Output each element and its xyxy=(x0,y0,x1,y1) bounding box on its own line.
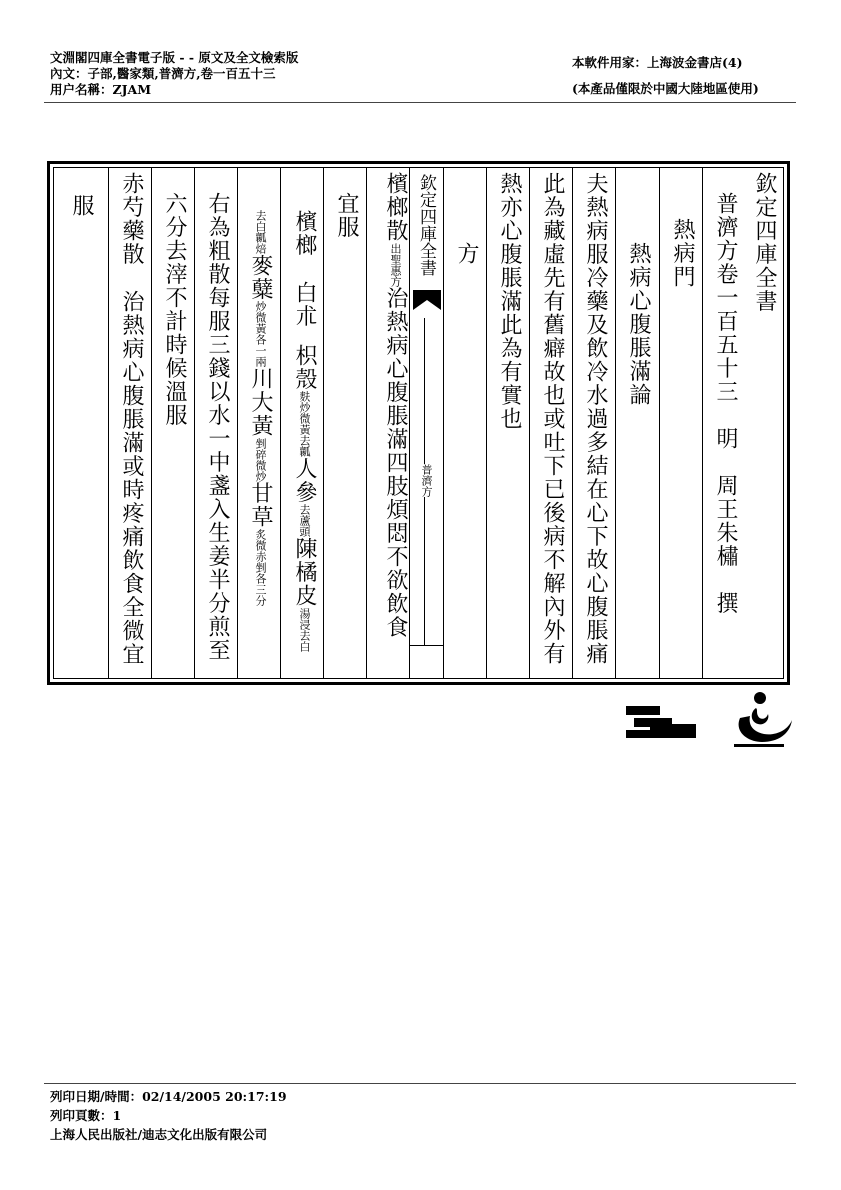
margin-book-title: 普濟方 xyxy=(420,464,433,497)
fishtail-mark xyxy=(412,288,442,316)
column xyxy=(702,168,745,678)
note-line: 炒微黃 xyxy=(254,301,267,334)
ingredient: 人參 xyxy=(292,457,317,504)
note-line: 惠方 xyxy=(389,264,402,287)
column xyxy=(151,168,195,678)
column xyxy=(443,168,487,678)
interlinear-note xyxy=(286,391,310,457)
note-line: 剉碎 xyxy=(254,437,267,460)
column-text xyxy=(119,172,143,666)
column xyxy=(744,168,783,678)
note-line: 各一兩 xyxy=(254,334,267,367)
interlinear-note xyxy=(242,210,266,254)
ingredient: 川大黃 xyxy=(248,367,273,438)
header-title: 文淵閣四庫全書電子版 - - 原文及全文檢索版 xyxy=(50,50,299,65)
footer-rule xyxy=(44,1083,796,1084)
fold-margin xyxy=(409,168,444,678)
column xyxy=(486,168,530,678)
header-rule xyxy=(44,102,796,103)
note-line: 炙微赤剉 xyxy=(254,528,267,573)
column xyxy=(572,168,616,678)
column xyxy=(194,168,238,678)
note-line: 去白 xyxy=(298,629,311,652)
column-text: 普濟方卷一百五十三 明 周王朱橚 撰 xyxy=(713,192,738,615)
column xyxy=(108,168,152,678)
interlinear-note xyxy=(242,438,266,482)
header-left xyxy=(50,50,298,98)
ingredient: 陳橘皮 xyxy=(292,537,317,608)
publisher-logo xyxy=(622,690,797,750)
column xyxy=(659,168,703,678)
note-line: 微炒 xyxy=(254,459,267,482)
header-username: 用户名稱：ZJAM xyxy=(50,82,152,97)
column-text xyxy=(242,210,272,606)
column-text: 六分去滓不計時候溫服 xyxy=(162,192,187,427)
ingredient: 檳榔 xyxy=(292,210,317,257)
column xyxy=(529,168,573,678)
column-text: 熱亦心腹脹滿此為有實也 xyxy=(497,172,522,431)
margin-title: 欽定四庫全書 xyxy=(416,174,436,276)
column-text: 宜服 xyxy=(334,192,359,239)
ingredient: 麥糵 xyxy=(248,254,273,301)
print-page-count: 列印頁數：1 xyxy=(50,1108,122,1123)
column-text xyxy=(286,210,316,652)
column xyxy=(615,168,660,678)
header-content-path: 內文：子部,醫家類,普濟方,卷一百五十三 xyxy=(50,66,276,81)
interlinear-note xyxy=(242,301,266,367)
note-line: 麩炒微 xyxy=(298,391,311,424)
header-licensee: 本軟件用家：上海波金書店(4) xyxy=(572,55,743,70)
ingredient: 甘草 xyxy=(248,481,273,529)
column xyxy=(280,168,324,678)
note-line: 去白 xyxy=(254,210,267,232)
text-frame-inner xyxy=(53,167,784,679)
margin-rule xyxy=(410,645,444,646)
column-text: 服 xyxy=(69,194,94,218)
print-datetime: 列印日期/時間：02/14/2005 20:17:19 xyxy=(50,1089,287,1104)
note-line: 出聖 xyxy=(389,242,402,265)
column-text: 方 xyxy=(454,242,479,266)
column xyxy=(366,168,410,678)
ingredient: 枳殼 xyxy=(292,344,317,391)
header-region-notice: (本產品僅限於中國大陸地區使用) xyxy=(572,81,759,96)
column-text: 欽定四庫全書 xyxy=(752,172,777,313)
publisher: 上海人民出版社/迪志文化出版有限公司 xyxy=(50,1127,268,1142)
column xyxy=(237,168,281,678)
formula-indication: 治熱病心腹脹滿或時疼痛飲食全微宜 xyxy=(119,290,144,666)
interlinear-note xyxy=(286,608,310,652)
column-text xyxy=(377,172,407,639)
column xyxy=(54,168,108,678)
column xyxy=(323,168,367,678)
column-text: 右為粗散每服三錢以水一中盞入生姜半分煎至 xyxy=(205,192,230,662)
note-line: 各三分 xyxy=(254,572,267,606)
interlinear-note xyxy=(377,243,401,287)
header-right xyxy=(572,55,759,107)
column-text: 熱病門 xyxy=(670,218,695,289)
column-text: 熱病心腹脹滿論 xyxy=(626,242,651,407)
note-line: 湯浸 xyxy=(298,607,311,630)
interlinear-note xyxy=(286,504,310,537)
formula-name: 赤芍藥散 xyxy=(119,172,144,266)
text-frame xyxy=(47,161,790,685)
note-line: 去蘆 xyxy=(298,504,311,526)
ingredient: 白朮 xyxy=(292,281,317,328)
note-line: 黃去瓤 xyxy=(298,424,311,457)
interlinear-note xyxy=(242,529,266,606)
column-text: 夫熱病服冷藥及飲冷水過多結在心下故心腹脹痛 xyxy=(583,172,608,666)
formula-indication: 治熱病心腹脹滿四肢煩悶不欲飲食 xyxy=(383,286,408,639)
note-line: 瓤焙 xyxy=(254,232,267,254)
note-line: 頭 xyxy=(298,526,311,537)
formula-name: 檳榔散 xyxy=(383,172,408,243)
footer xyxy=(50,1087,287,1144)
column-text: 此為藏虛先有舊癖故也或吐下已後病不解內外有 xyxy=(540,172,565,666)
